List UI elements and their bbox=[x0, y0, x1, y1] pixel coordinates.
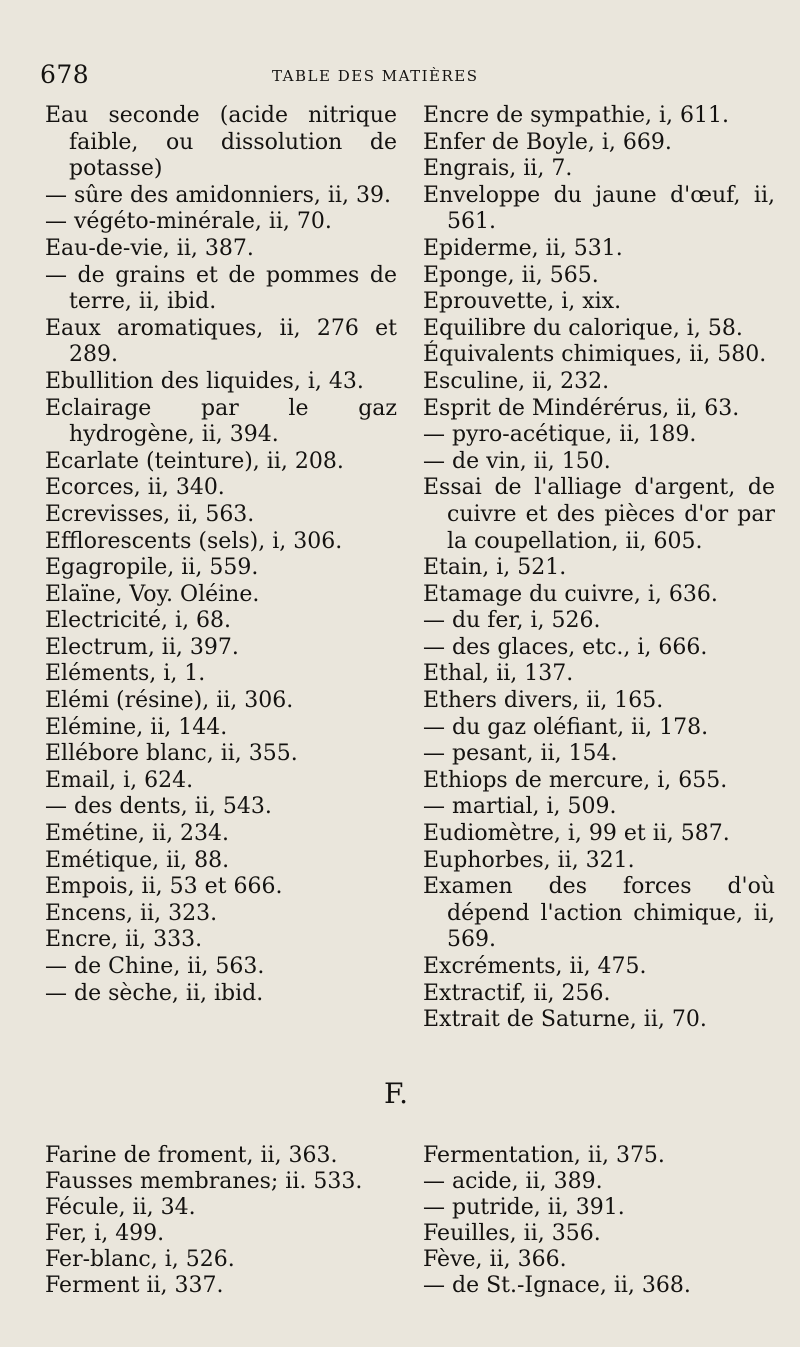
index-entry: Examen des forces d'où dépend l'action chimique, ii, 569. bbox=[423, 874, 775, 953]
index-entry: Efflorescents (sels), i, 306. bbox=[45, 528, 343, 554]
index-entry: Extractif, ii, 256. bbox=[423, 980, 611, 1006]
index-entry: Emétique, ii, 88. bbox=[45, 847, 230, 873]
index-entry: — des glaces, etc., i, 666. bbox=[423, 634, 708, 660]
index-entry: Ellébore blanc, ii, 355. bbox=[45, 741, 298, 767]
index-entry: — martial, i, 509. bbox=[423, 794, 617, 820]
index-entry: Ecorces, ii, 340. bbox=[45, 475, 225, 501]
index-entry: — sûre des amidonniers, ii, 39. bbox=[45, 182, 391, 208]
index-entry: Enfer de Boyle, i, 669. bbox=[423, 129, 672, 155]
index-entry: Etamage du cuivre, i, 636. bbox=[423, 581, 718, 607]
index-entry: Ebullition des liquides, i, 43. bbox=[45, 368, 364, 394]
index-entry: Ethers divers, ii, 165. bbox=[423, 688, 664, 714]
index-entry: Elémine, ii, 144. bbox=[45, 714, 228, 740]
index-column-left-e bbox=[45, 103, 397, 1007]
index-entry: Fer, i, 499. bbox=[45, 1221, 165, 1246]
index-entry: Electricité, i, 68. bbox=[45, 608, 232, 634]
index-entry: Email, i, 624. bbox=[45, 767, 194, 793]
index-entry: Équivalents chimiques, ii, 580. bbox=[423, 342, 767, 368]
index-entry: Encre, ii, 333. bbox=[45, 927, 203, 953]
index-entry: Eprouvette, i, xix. bbox=[423, 289, 622, 315]
index-column-right-f bbox=[423, 1143, 775, 1299]
index-entry: Eudiomètre, i, 99 et ii, 587. bbox=[423, 821, 730, 847]
index-entry: — du fer, i, 526. bbox=[423, 608, 601, 634]
index-entry: Ethiops de mercure, i, 655. bbox=[423, 767, 728, 793]
index-entry: Euphorbes, ii, 321. bbox=[423, 847, 635, 873]
index-entry: — de sèche, ii, ibid. bbox=[45, 980, 264, 1006]
index-entry: Farine de froment, ii, 363. bbox=[45, 1143, 338, 1168]
index-entry: Eau seconde (acide nitrique faible, ou dissolution de potasse) bbox=[45, 103, 397, 182]
index-entry: Electrum, ii, 397. bbox=[45, 634, 239, 660]
index-entry: — du gaz oléfiant, ii, 178. bbox=[423, 714, 709, 740]
index-entry: Esprit de Mindérérus, ii, 63. bbox=[423, 395, 740, 421]
index-entry: — de Chine, ii, 563. bbox=[45, 954, 265, 979]
section-letter-heading: F. bbox=[384, 1077, 408, 1110]
index-entry: — putride, ii, 391. bbox=[423, 1195, 625, 1220]
index-entry: Enveloppe du jaune d'œuf, ii, 561. bbox=[423, 182, 775, 235]
index-entry: Etain, i, 521. bbox=[423, 555, 567, 581]
index-entry: — pyro-acétique, ii, 189. bbox=[423, 422, 697, 448]
index-entry: Encens, ii, 323. bbox=[45, 900, 218, 926]
index-entry: Ethal, ii, 137. bbox=[423, 661, 574, 687]
index-entry: Eaux aromatiques, ii, 276 et 289. bbox=[45, 315, 397, 368]
index-entry: Eléments, i, 1. bbox=[45, 661, 206, 687]
index-entry: Fausses membranes; ii. 533. bbox=[45, 1169, 363, 1194]
index-column-left-f bbox=[45, 1143, 397, 1299]
index-entry: — de St.-Ignace, ii, 368. bbox=[423, 1273, 691, 1298]
index-entry: — acide, ii, 389. bbox=[423, 1169, 603, 1194]
index-entry: — végéto-minérale, ii, 70. bbox=[45, 209, 332, 235]
index-entry: Fécule, ii, 34. bbox=[45, 1195, 196, 1220]
index-entry: Eponge, ii, 565. bbox=[423, 262, 599, 288]
index-entry: Empois, ii, 53 et 666. bbox=[45, 874, 283, 900]
index-entry: Ecarlate (teinture), ii, 208. bbox=[45, 448, 344, 474]
index-entry: — des dents, ii, 543. bbox=[45, 794, 272, 820]
page-number: 678 bbox=[40, 60, 90, 89]
index-entry: Eclairage par le gaz hydrogène, ii, 394. bbox=[45, 395, 397, 448]
index-entry: Fève, ii, 366. bbox=[423, 1247, 567, 1272]
index-entry: Excréments, ii, 475. bbox=[423, 954, 647, 979]
index-entry: Epiderme, ii, 531. bbox=[423, 235, 623, 261]
index-entry: Ecrevisses, ii, 563. bbox=[45, 501, 255, 527]
index-entry: — pesant, ii, 154. bbox=[423, 741, 618, 767]
index-entry: Extrait de Saturne, ii, 70. bbox=[423, 1007, 707, 1033]
index-entry: Engrais, ii, 7. bbox=[423, 156, 573, 182]
index-entry: — de grains et de pommes de terre, ii, ibid. bbox=[45, 262, 397, 315]
index-entry: Elémi (résine), ii, 306. bbox=[45, 688, 294, 714]
running-title: TABLE DES MATIÈRES bbox=[272, 67, 479, 85]
index-entry: Esculine, ii, 232. bbox=[423, 368, 610, 394]
index-entry: Equilibre du calorique, i, 58. bbox=[423, 315, 743, 341]
index-entry: — de vin, ii, 150. bbox=[423, 448, 611, 474]
index-entry: Essai de l'alliage d'argent, de cuivre et des pièces d'or par la coupellation, ii, 605. bbox=[423, 475, 775, 554]
index-entry: Fermentation, ii, 375. bbox=[423, 1143, 665, 1168]
index-entry: Fer-blanc, i, 526. bbox=[45, 1247, 235, 1272]
index-entry: Encre de sympathie, i, 611. bbox=[423, 103, 730, 128]
index-entry: Egagropile, ii, 559. bbox=[45, 555, 259, 581]
index-entry: Eau-de-vie, ii, 387. bbox=[45, 235, 254, 261]
index-column-right-e bbox=[423, 103, 775, 1034]
index-entry: Feuilles, ii, 356. bbox=[423, 1221, 601, 1246]
index-entry: Ferment ii, 337. bbox=[45, 1273, 224, 1298]
index-entry: Emétine, ii, 234. bbox=[45, 821, 230, 847]
index-entry: Elaïne, Voy. Oléine. bbox=[45, 581, 260, 607]
